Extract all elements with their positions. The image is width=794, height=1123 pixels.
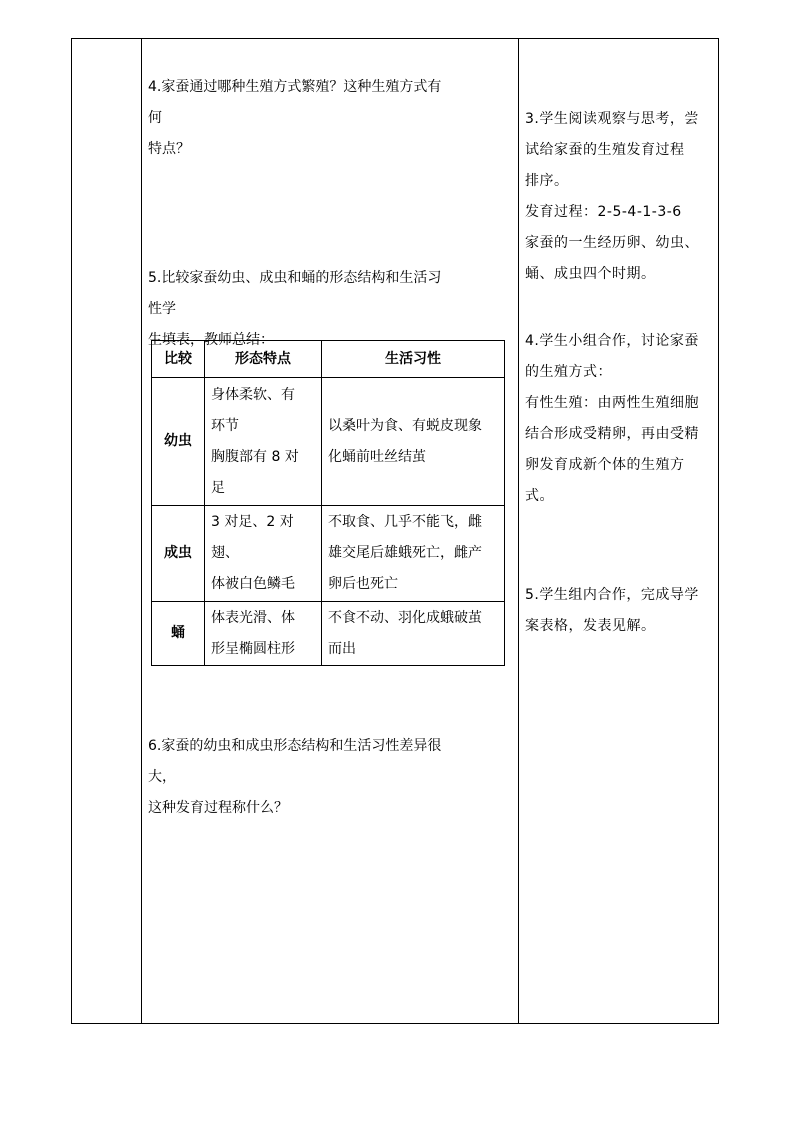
pupa-form bbox=[205, 602, 322, 666]
question-6-line-2: 这种发育过程称什么？ bbox=[148, 800, 288, 816]
comparison-table bbox=[151, 340, 505, 666]
larva-form-line: 足 bbox=[211, 479, 225, 496]
activity-4-line: 结合形成受精卵，再由受精 bbox=[525, 426, 699, 442]
activity-4-line: 4.学生小组合作，讨论家蚕 bbox=[525, 333, 699, 349]
table-row-larva bbox=[152, 378, 505, 506]
activity-3-line: 排序。 bbox=[525, 173, 569, 189]
pupa-habit-line: 不食不动、羽化成蛾破茧 bbox=[328, 609, 482, 626]
pupa-habit-line: 而出 bbox=[328, 640, 356, 657]
table-row-pupa bbox=[152, 602, 505, 666]
student-activity-5 bbox=[525, 580, 715, 642]
development-process: 发育过程：2-5-4-1-3-6 bbox=[525, 204, 682, 220]
adult-habit-line: 雄交尾后雄蛾死亡，雌产 bbox=[328, 545, 482, 561]
adult-habit-line: 不取食、几乎不能飞，雌 bbox=[328, 514, 482, 530]
adult-form bbox=[205, 506, 322, 602]
adult-habit-line: 卵后也死亡 bbox=[328, 576, 398, 592]
larva-habit bbox=[322, 378, 505, 506]
larva-form-line: 胸腹部有 8 对 bbox=[211, 448, 299, 465]
stage-adult: 成虫 bbox=[152, 506, 205, 602]
header-habit: 生活习性 bbox=[322, 341, 505, 378]
activity-4-line: 有性生殖：由两性生殖细胞 bbox=[525, 395, 699, 411]
stage-larva: 幼虫 bbox=[152, 378, 205, 506]
comparison-header-row bbox=[152, 341, 505, 378]
adult-habit bbox=[322, 506, 505, 602]
header-compare: 比较 bbox=[152, 341, 205, 378]
question-6 bbox=[148, 731, 444, 824]
larva-form bbox=[205, 378, 322, 506]
question-5-line-1: 5.比较家蚕幼虫、成虫和蛹的形态结构和生活习性学 bbox=[148, 270, 442, 317]
pupa-form-line: 体表光滑、体 bbox=[211, 609, 295, 626]
adult-form-line: 体被白色鳞毛 bbox=[211, 576, 295, 592]
activity-3-summary-line: 蛹、成虫四个时期。 bbox=[525, 266, 656, 282]
activity-4-line: 式。 bbox=[525, 488, 554, 504]
activity-3-line: 试给家蚕的生殖发育过程 bbox=[525, 142, 685, 158]
pupa-habit bbox=[322, 602, 505, 666]
student-activity-4 bbox=[525, 326, 715, 512]
question-4-line-2: 特点？ bbox=[148, 141, 190, 157]
activity-3-summary-line: 家蚕的一生经历卵、幼虫、 bbox=[525, 235, 699, 251]
adult-form-line: 3 对足、2 对翅、 bbox=[211, 514, 294, 561]
pupa-form-line: 形呈椭圆柱形 bbox=[211, 640, 295, 657]
larva-form-line: 身体柔软、有 bbox=[211, 386, 295, 403]
student-activity-3 bbox=[525, 104, 715, 290]
activity-4-line: 卵发育成新个体的生殖方 bbox=[525, 457, 685, 473]
question-4 bbox=[148, 72, 444, 165]
larva-habit-line: 化蛹前吐丝结茧 bbox=[328, 448, 426, 465]
activity-5-line: 案表格，发表见解。 bbox=[525, 618, 656, 634]
activity-3-line: 3.学生阅读观察与思考，尝 bbox=[525, 111, 699, 127]
activity-5-line: 5.学生组内合作，完成导学 bbox=[525, 587, 699, 603]
larva-habit-line: 以桑叶为食、有蜕皮现象 bbox=[328, 417, 482, 434]
table-row-adult bbox=[152, 506, 505, 602]
stage-pupa: 蛹 bbox=[152, 602, 205, 666]
activity-4-line: 的生殖方式： bbox=[525, 364, 612, 380]
lesson-table bbox=[71, 38, 719, 1024]
question-5-line-2: 生填表，教师总结： bbox=[148, 332, 274, 348]
larva-form-line: 环节 bbox=[211, 417, 239, 434]
header-form: 形态特点 bbox=[205, 341, 322, 378]
column-divider-right bbox=[518, 39, 519, 1023]
column-divider-left bbox=[141, 39, 142, 1023]
question-6-line-1: 6.家蚕的幼虫和成虫形态结构和生活习性差异很大， bbox=[148, 738, 442, 785]
question-4-line-1: 4.家蚕通过哪种生殖方式繁殖？这种生殖方式有何 bbox=[148, 79, 442, 126]
